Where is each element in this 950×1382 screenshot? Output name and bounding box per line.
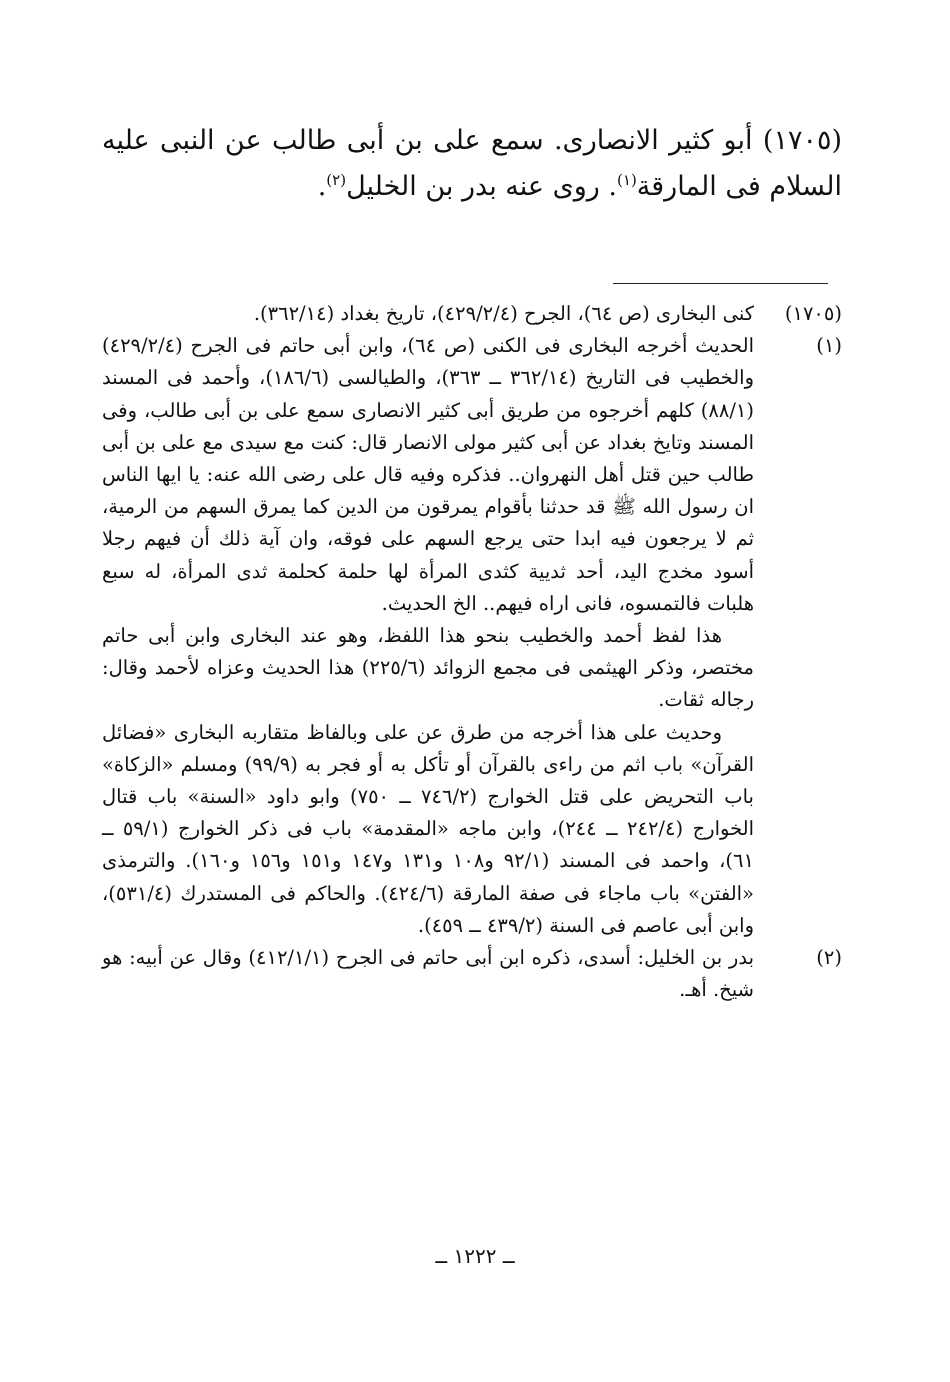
footnote-paragraph: وحديث على هذا أخرجه من طرق عن على وبالفاظ متقاربه البخارى «فضائل القرآن» باب اثم من راءى بالقرآن أو تأكل به أو فجر به (٩٩/٩) ومسلم «الزكاة» باب التحريض على قتل الخوارج (٧٤٦/٢ ــ ٧٥٠) وابو داود «السنة» باب قتال الخوارج (٢٤٢/٤ ــ ٢٤٤)، وابن ماجه «المقدمة» باب فى ذكر الخوارج (٥٩/١ ــ ٦١)، واحمد فى المسند (٩٢/١ و١٠٨ و١٣١ و١٤٧ و١٥١ و١٥٦ و١٦٠). والترمذى «الفتن» باب ماجاء فى صفة المارقة (٤٢٤/٦). والحاكم فى المستدرك (٥٣١/٤)، وابن أبى عاصم فى السنة (٤٣٩/٢ ــ ٤٥٩). [102, 720, 755, 937]
entry-text-part2: . روى عنه بدر بن الخليل [346, 171, 618, 202]
footnote-marker: (١٧٠٥) [784, 302, 842, 325]
footnote-ref-2[interactable]: (٢) [326, 171, 347, 189]
footnote-paragraph: الحديث أخرجه البخارى فى الكنى (ص ٦٤)، وابن أبى حاتم فى الجرح (٤٢٩/٢/٤) والخطيب فى التاريخ (٣٦٢/١٤ ــ ٣٦٣)، والطيالسى (١٨٦/٦)، وأحمد فى المسند (٨٨/١) كلهم أخرجوه من طريق أبى كثير الانصارى سمع على بن أبى طالب، وفى المسند وتايخ بغداد عن أبى كثير مولى الانصار قال: كنت مع سيدى مع على بن أبى طالب حين قتل أهل النهروان.. فذكره وفيه قال على رضى الله عنه: يا ايها الناس ان رسول الله ﷺ قد حدثنا بأقوام يمرقون من الدين كما يمرق السهم من الرمية، ثم لا يرجعون فيه ابدا حتى يرجع السهم على فوقه، وان آية ذلك أن فيهم رجلا أسود مخدج اليد، أحد ثديية كثدى المرأة لها حلمة كحلمة ثدى المرأة، له سبع هلبات فالتمسوه، فانى اراه فيهم.. الخ الحديث. [102, 334, 754, 615]
footnote-paragraph: كنى البخارى (ص ٦٤)، الجرح (٤٢٩/٢/٤)، تاريخ بغداد (٣٦٢/١٤). [253, 302, 754, 325]
footnote-body [102, 330, 754, 942]
footnote-body [102, 298, 754, 330]
footnote-paragraph: بدر بن الخليل: أسدى، ذكره ابن أبى حاتم فى الجرح (٤١٢/١/١) وقال عن أبيه: هو شيخ. أهـ. [102, 946, 754, 1002]
footnote-ref-1[interactable]: (١) [617, 171, 637, 189]
footnote-body [102, 942, 754, 1006]
footnotes [102, 298, 842, 1006]
footnote-paragraph: هذا لفظ أحمد والخطيب بنحو هذا اللفظ، وهو عند البخارى وابن أبى حاتم مختصر، وذكر الهيثمى فى مجمع الزوائد (٢٢٥/٦) هذا الحديث وعزاه لأحمد وقال: رجاله ثقات. [102, 624, 755, 712]
footnote-1 [102, 330, 842, 942]
entry-text-part3: . [317, 171, 327, 202]
footnote-marker: (٢) [816, 946, 842, 970]
footnote-2 [102, 942, 842, 1006]
entry-text-part1: أبو كثير الانصارى. سمع على بن أبى طالب عن النبى عليه السلام فى المارقة [102, 125, 842, 202]
main-entry [102, 118, 842, 210]
page-number: ــ ١٢٢٢ ــ [435, 1244, 515, 1268]
footnote-separator [613, 283, 828, 284]
footnote-marker: (١) [816, 334, 842, 358]
entry-number: (١٧٠٥) [762, 125, 842, 156]
footnote-entry-1705 [102, 298, 842, 330]
